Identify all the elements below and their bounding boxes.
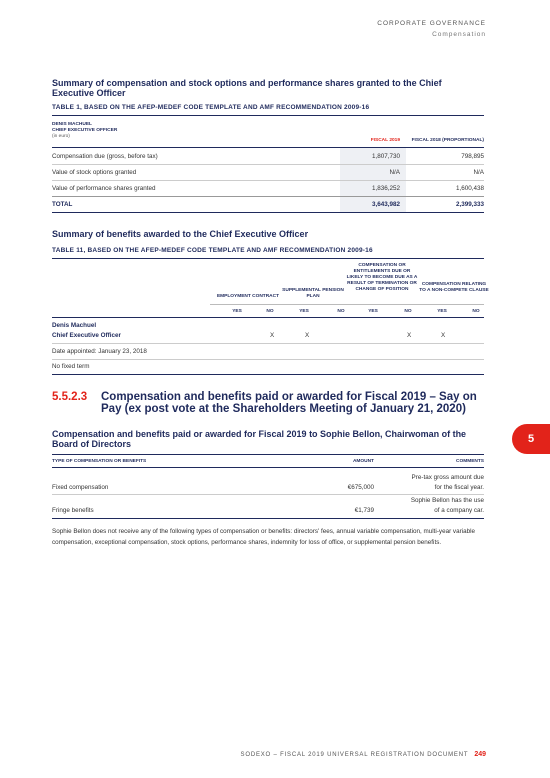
page-footer [241,751,486,758]
table11-yes: YES [368,309,378,314]
table1-top-rule [52,115,484,116]
table1-bottom-rule [52,212,484,213]
table11-mark-pension-yes: X [305,332,310,339]
table11-col-noncompete: COMPENSATION RELATING TO A NON-COMPETE CLAUSE [419,282,489,293]
table1-row-value-2018: 798,895 [461,153,484,160]
table1-total-2019: 3,643,982 [371,201,400,208]
table11-mark-noncompete-yes: X [441,332,446,339]
table11-yes: YES [437,309,447,314]
table1-row-label: Compensation due (gross, before tax) [52,153,158,160]
table11-col-pension: SUPPLEMENTAL PENSION PLAN [282,288,344,299]
chair-col-amount: AMOUNT [352,459,374,464]
chair-row-label: Fringe benefits [52,507,94,514]
chair-row-divider [52,494,484,495]
chair-table-bottom-rule [52,518,484,519]
table11-col-termination: COMPENSATION OR ENTITLEMENTS DUE OR LIKELY TO BECOME DUE AS A RESULT OF TERMINATION OR CHANGE OF POSITION [346,263,418,292]
table11-yes: YES [232,309,242,314]
table1-row-value-2018: N/A [473,169,484,176]
table1-row-divider [52,180,484,181]
chair-table-title: Compensation and benefits paid or awarded for Fiscal 2019 to Sophie Bellon, Chairwoman of the Board of Directors [52,429,467,449]
chair-row-amount: €675,000 [347,484,374,491]
chair-row-comment: Pre-tax gross amount due [411,474,484,481]
table11-mark-employment-no: X [270,332,275,339]
table1-role: CHIEF EXECUTIVE OFFICER [52,128,118,133]
table1-row-label: Value of performance shares granted [52,185,156,192]
table11-no: NO [404,309,412,314]
table11-yes: YES [299,309,309,314]
chair-row-comment: Sophie Bellon has the use [410,497,484,504]
chair-row-comment: of a company car. [434,507,484,514]
chair-col-comments: COMMENTS [456,459,484,464]
chair-row-comment: for the fiscal year. [434,484,484,491]
table1-row-label: Value of stock options granted [52,169,137,176]
table11-person: Denis Machuel [52,322,97,329]
chair-row-label: Fixed compensation [52,484,109,491]
summary2-title: Summary of benefits awarded to the Chief Executive Officer [52,229,309,239]
table1-row-value-2019: 1,836,252 [371,185,400,192]
table11-no: NO [472,309,480,314]
table11-fixed-term: No fixed term [52,363,90,370]
running-header-subsection: Compensation [432,31,486,38]
chair-row-amount: €1,739 [354,507,374,514]
table11-role: Chief Executive Officer [52,332,121,339]
chair-table-header-rule [52,467,484,468]
table1-unit: (in euro) [52,134,70,139]
table11-col-employment: EMPLOYMENT CONTRACT [216,294,280,299]
running-header-section: CORPORATE GOVERNANCE [377,20,486,27]
footer-text: SODEXO – FISCAL 2019 UNIVERSAL REGISTRATION DOCUMENT [240,752,469,758]
table1-col-fiscal2019: FISCAL 2019 [370,138,400,143]
table1-row-divider [52,164,484,165]
table11-date-appointed: Date appointed: January 23, 2018 [52,348,147,355]
table1-row-value-2019: 1,807,730 [371,153,400,160]
section-title: Compensation and benefits paid or awarded for Fiscal 2019 – Say on Pay (ex post vote at the Shareholders Meeting of January 21, 2020) [101,391,477,415]
table1-col-fiscal2018: FISCAL 2018 (PROPORTIONAL) [411,138,484,143]
table1-total-2018: 2,399,333 [455,201,484,208]
section-number: 5.5.2.3 [52,391,88,403]
table11-no: NO [337,309,345,314]
chair-note-paragraph: Sophie Bellon does not receive any of the following types of compensation or benefits: directors' fees, annual variable compensation, multi-year variable compensation, exceptional compensation, stock options, performance shares, indemnity for loss of office, or supplemental pension benefits. [52,528,475,546]
table11-title: TABLE 11, BASED ON THE AFEP-MEDEF CODE TEMPLATE AND AMF RECOMMENDATION 2009-16 [52,247,373,254]
table1-row-value-2018: 1,600,438 [455,185,484,192]
table1-total-label: TOTAL [52,201,73,208]
table11-mark-termination-no: X [407,332,412,339]
table1-title: TABLE 1, BASED ON THE AFEP-MEDEF CODE TEMPLATE AND AMF RECOMMENDATION 2009-16 [52,104,370,111]
chair-table-top-rule [52,454,484,455]
table1-header-rule [52,147,484,148]
page-number: 249 [474,751,486,758]
table11-header-rule [52,317,484,318]
table1-row-divider [52,196,484,197]
table11-row-divider [52,343,484,344]
table11-row-divider [52,359,484,360]
table11-subheader-rule [210,304,484,305]
summary1-title: Summary of compensation and stock options and performance shares granted to the Chief Executive Officer [52,78,442,98]
table1-person: DENIS MACHUEL [52,122,92,127]
table11-bottom-rule [52,374,484,375]
chair-col-type: TYPE OF COMPENSATION OR BENEFITS [52,459,147,464]
table1-row-value-2019: N/A [389,169,400,176]
table11-no: NO [266,309,274,314]
table11-top-rule [52,258,484,259]
chapter-tab[interactable]: 5 [512,424,550,454]
